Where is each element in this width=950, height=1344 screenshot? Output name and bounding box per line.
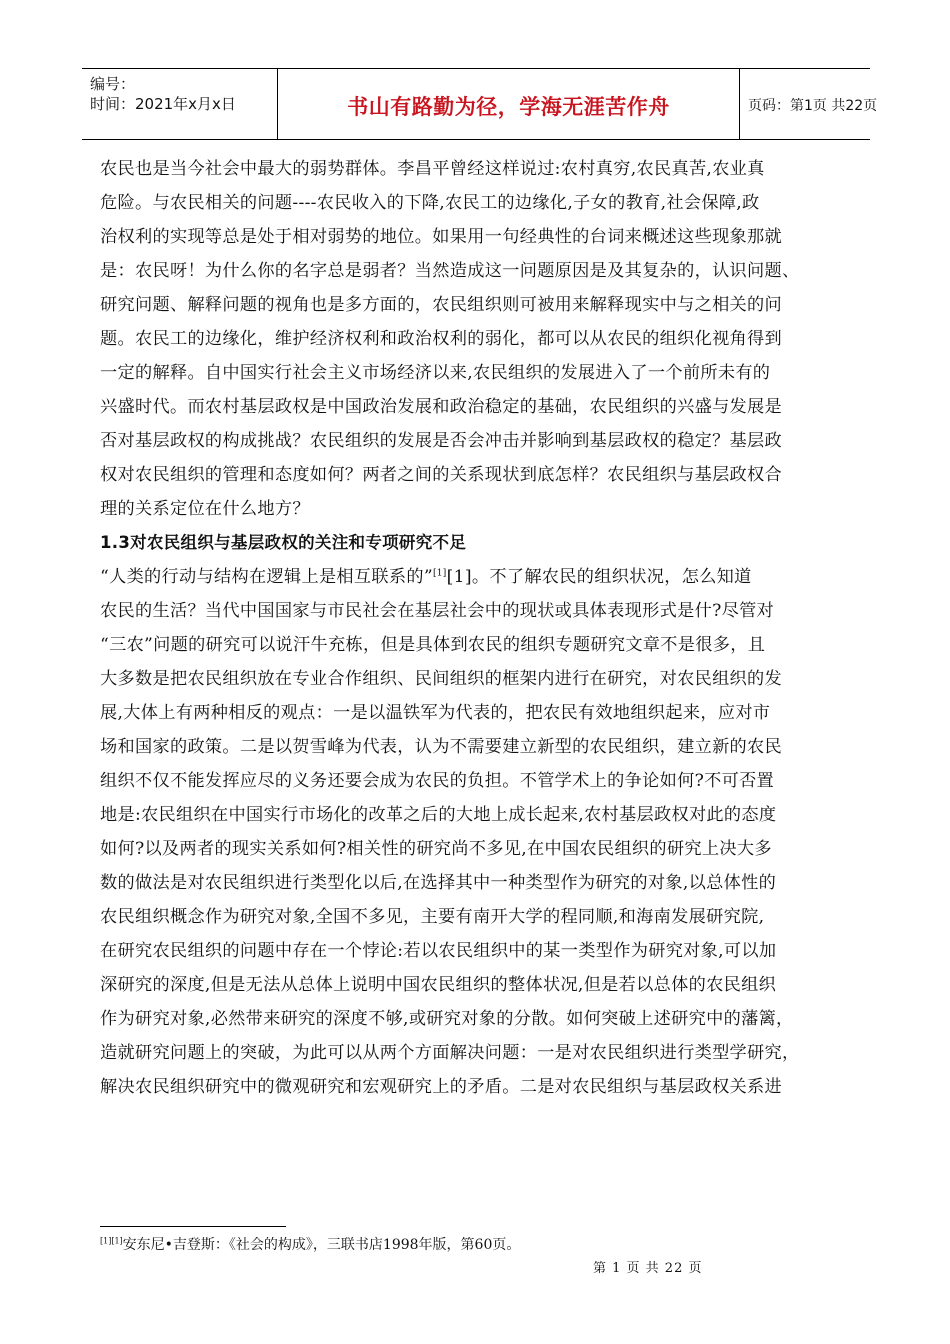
paragraph-line: 农民也是当今社会中最大的弱势群体。李昌平曾经这样说过:农村真穷,农民真苦,农业真	[100, 159, 765, 179]
paragraph-line: 场和国家的政策。二是以贺雪峰为代表，认为不需要建立新型的农民组织，建立新的农民	[100, 737, 783, 757]
paragraph-line: 大多数是把农民组织放在专业合作组织、民间组织的框架内进行在研究，对农民组织的发	[100, 669, 783, 689]
paragraph-line: 解决农民组织研究中的微观研究和宏观研究上的矛盾。二是对农民组织与基层政权关系进	[100, 1077, 783, 1097]
footnote-marker: [1][1]	[100, 1236, 123, 1246]
paragraph-line: 作为研究对象,必然带来研究的深度不够,或研究对象的分散。如何突破上述研究中的藩篱，	[100, 1009, 794, 1029]
header-meta-cell	[82, 69, 278, 139]
paragraph-line: 如何?以及两者的现实关系如何?相关性的研究尚不多见,在中国农民组织的研究上决大多	[100, 839, 772, 859]
page-number-label: 页码：第1页 共22页	[748, 98, 878, 114]
page-footer: 第 1 页 共 22 页	[593, 1261, 703, 1276]
header-page-cell	[740, 69, 878, 139]
paragraph-line: 研究问题、解释问题的视角也是多方面的，农民组织则可被用来解释现实中与之相关的问	[100, 295, 783, 315]
paragraph-line: 否对基层政权的构成挑战？农民组织的发展是否会冲击并影响到基层政权的稳定？基层政	[100, 431, 783, 451]
footnote	[100, 1234, 520, 1254]
paragraph-line: 题。农民工的边缘化，维护经济权利和政治权利的弱化，都可以从农民的组织化视角得到	[100, 329, 783, 349]
paragraph-line: 危险。与农民相关的问题----农民收入的下降,农民工的边缘化,子女的教育,社会保障,政	[100, 193, 760, 213]
paragraph-line: 在研究农民组织的问题中存在一个悖论:若以农民组织中的某一类型作为研究对象,可以加	[100, 941, 777, 961]
header-motto-cell	[278, 69, 740, 139]
footnote-text: 安东尼•吉登斯：《社会的构成》，三联书店1998年版，第60页。	[122, 1237, 521, 1253]
paragraph-line: 治权利的实现等总是处于相对弱势的地位。如果用一句经典性的台词来概述这些现象那就	[100, 227, 783, 247]
date-label: 时间：2021年x月x日	[90, 95, 236, 113]
paragraph-line: 造就研究问题上的突破，为此可以从两个方面解决问题：一是对农民组织进行类型学研究，	[100, 1043, 800, 1063]
paragraph-line: 数的做法是对农民组织进行类型化以后,在选择其中一种类型作为研究的对象,以总体性的	[100, 873, 777, 893]
footnote-divider	[100, 1226, 286, 1227]
section-heading: 1.3对农民组织与基层政权的关注和专项研究不足	[100, 533, 467, 552]
document-header	[82, 68, 878, 140]
paragraph-line: “三农”问题的研究可以说汗牛充栋，但是具体到农民的组织专题研究文章不是很多，且	[100, 635, 766, 655]
paragraph-line: 组织不仅不能发挥应尽的义务还要会成为农民的负担。不管学术上的争论如何?不可否置	[100, 771, 775, 791]
quote-line	[100, 560, 852, 594]
paragraph-line: 地是:农民组织在中国实行市场化的改革之后的大地上成长起来,农村基层政权对此的态度	[100, 805, 777, 825]
paragraph-line: 展,大体上有两种相反的观点：一是以温铁军为代表的，把农民有效地组织起来，应对市	[100, 703, 771, 723]
paragraph-line: 兴盛时代。而农村基层政权是中国政治发展和政治稳定的基础，农民组织的兴盛与发展是	[100, 397, 783, 417]
paragraph-line: 是：农民呀！为什么你的名字总是弱者？当然造成这一问题原因是及其复杂的，认识问题、	[100, 261, 800, 281]
quote-text: “人类的行动与结构在逻辑上是相互联系的”	[100, 567, 433, 587]
document-body	[100, 152, 852, 1104]
paragraph-line: 农民的生活？当代中国国家与市民社会在基层社会中的现状或具体表现形式是什?尽管对	[100, 601, 775, 621]
quote-after: [1]。不了解农民的组织状况，怎么知道	[446, 567, 752, 587]
motto: 书山有路勤为径，学海无涯苦作舟	[347, 95, 670, 119]
footnote-ref[interactable]: [1]	[432, 568, 447, 579]
serial-label: 编号：	[90, 75, 136, 93]
paragraph-line: 理的关系定位在什么地方？	[100, 499, 310, 519]
paragraph-line: 深研究的深度,但是无法从总体上说明中国农民组织的整体状况,但是若以总体的农民组织	[100, 975, 777, 995]
paragraph-line: 农民组织概念作为研究对象,全国不多见，主要有南开大学的程同顺,和海南发展研究院,	[100, 907, 765, 927]
paragraph-line: 权对农民组织的管理和态度如何？两者之间的关系现状到底怎样？农民组织与基层政权合	[100, 465, 783, 485]
paragraph-line: 一定的解释。自中国实行社会主义市场经济以来,农民组织的发展进入了一个前所未有的	[100, 363, 771, 383]
